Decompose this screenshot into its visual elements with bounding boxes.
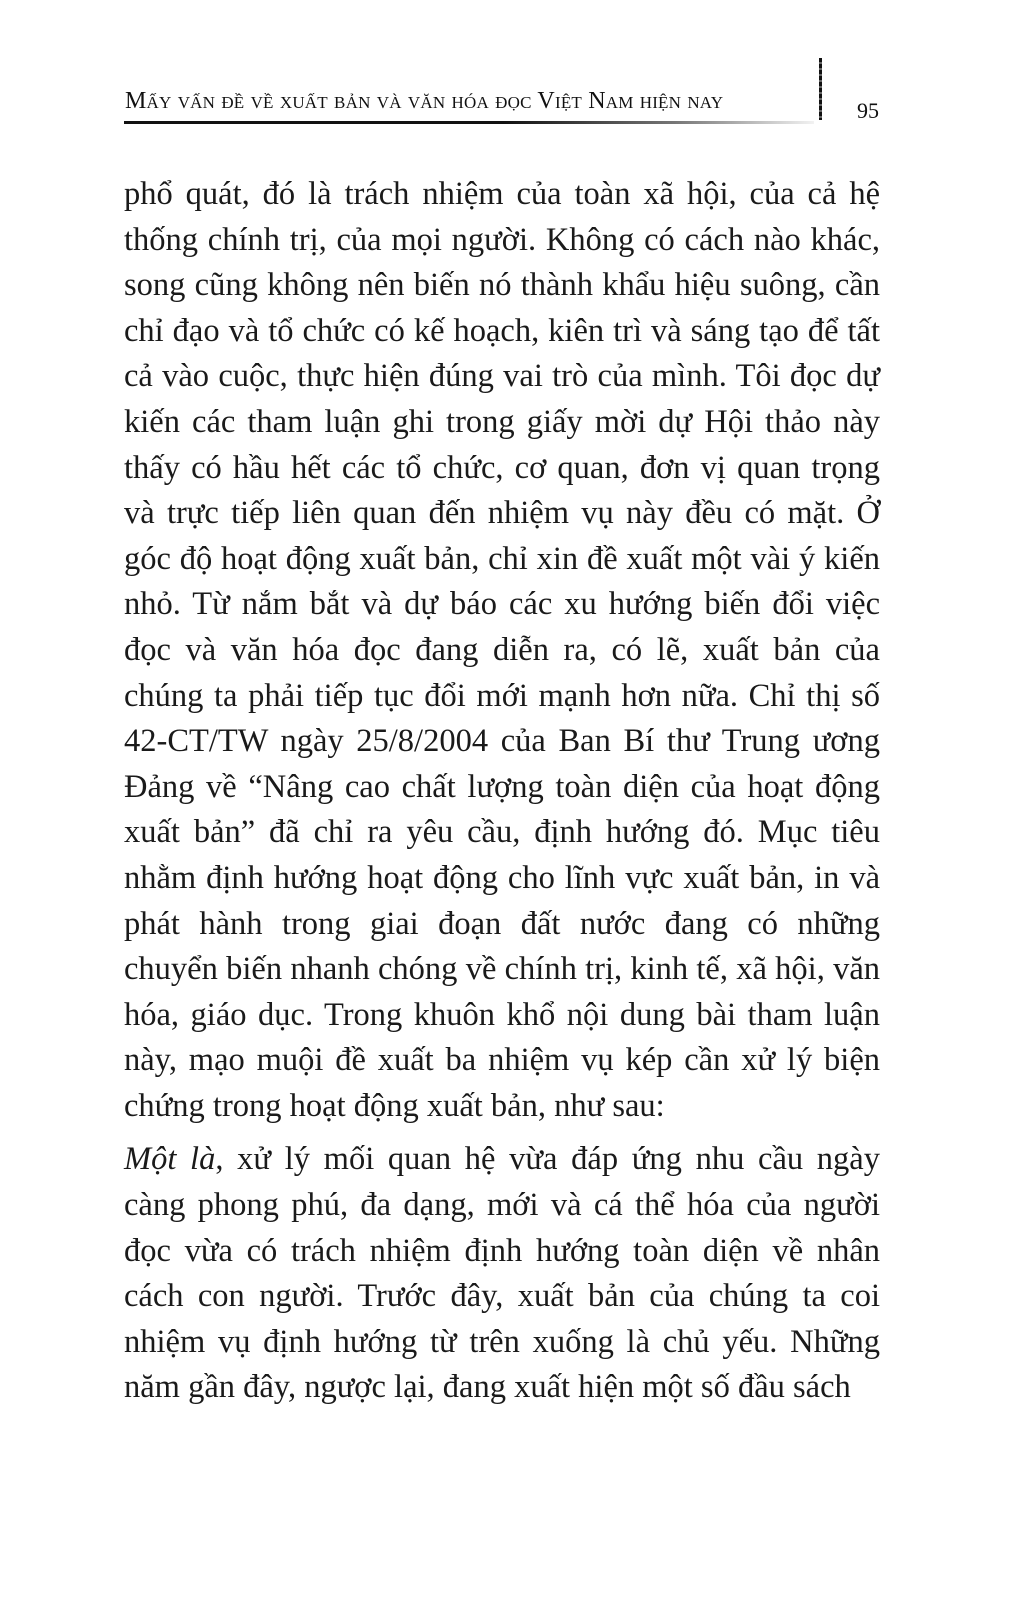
paragraph-2-text: , xử lý mối quan hệ vừa đáp ứng nhu cầu ngày càng phong phú, đa dạng, mới và cá thể hóa của người đọc vừa có trách nhiệm định hướng toàn diện về nhân cách con người. Trước đây, xuất bản của chúng ta coi nhiệm vụ định hướng từ trên xuống là chủ yếu. Những năm gần đây, ngược lại, đang xuất hiện một số đầu sách — [124, 1141, 880, 1406]
running-head-title: Mấy vấn đề về xuất bản và văn hóa đọc Việt Nam hiện nay — [125, 88, 724, 114]
header-vertical-ornament — [819, 58, 822, 120]
paragraph-2 — [124, 1137, 880, 1411]
paragraph-1: phổ quát, đó là trách nhiệm của toàn xã hội, của cả hệ thống chính trị, của mọi người. Không có cách nào khác, song cũng không nên biến nó thành khẩu hiệu suông, cần chỉ đạo và tổ chức có kế hoạch, kiên trì và sáng tạo để tất cả vào cuộc, thực hiện đúng vai trò của mình. Tôi đọc dự kiến các tham luận ghi trong giấy mời dự Hội thảo này thấy có hầu hết các tổ chức, cơ quan, đơn vị quan trọng và trực tiếp liên quan đến nhiệm vụ này đều có mặt. Ở góc độ hoạt động xuất bản, chỉ xin đề xuất một vài ý kiến nhỏ. Từ nắm bắt và dự báo các xu hướng biến đổi việc đọc và văn hóa đọc đang diễn ra, có lẽ, xuất bản của chúng ta phải tiếp tục đổi mới mạnh hơn nữa. Chỉ thị số 42-CT/TW ngày 25/8/2004 của Ban Bí thư Trung ương Đảng về “Nâng cao chất lượng toàn diện của hoạt động xuất bản” đã chỉ ra yêu cầu, định hướng đó. Mục tiêu nhằm định hướng hoạt động cho lĩnh vực xuất bản, in và phát hành trong giai đoạn đất nước đang có những chuyển biến nhanh chóng về chính trị, kinh tế, xã hội, văn hóa, giáo dục. Trong khuôn khổ nội dung bài tham luận này, mạo muội đề xuất ba nhiệm vụ kép cần xử lý biện chứng trong hoạt động xuất bản, như sau: — [124, 176, 880, 1124]
page-number: 95 — [857, 98, 879, 123]
body-text — [124, 172, 880, 1411]
header-rule — [124, 121, 814, 124]
paragraph-2-lead: Một là — [124, 1141, 216, 1178]
